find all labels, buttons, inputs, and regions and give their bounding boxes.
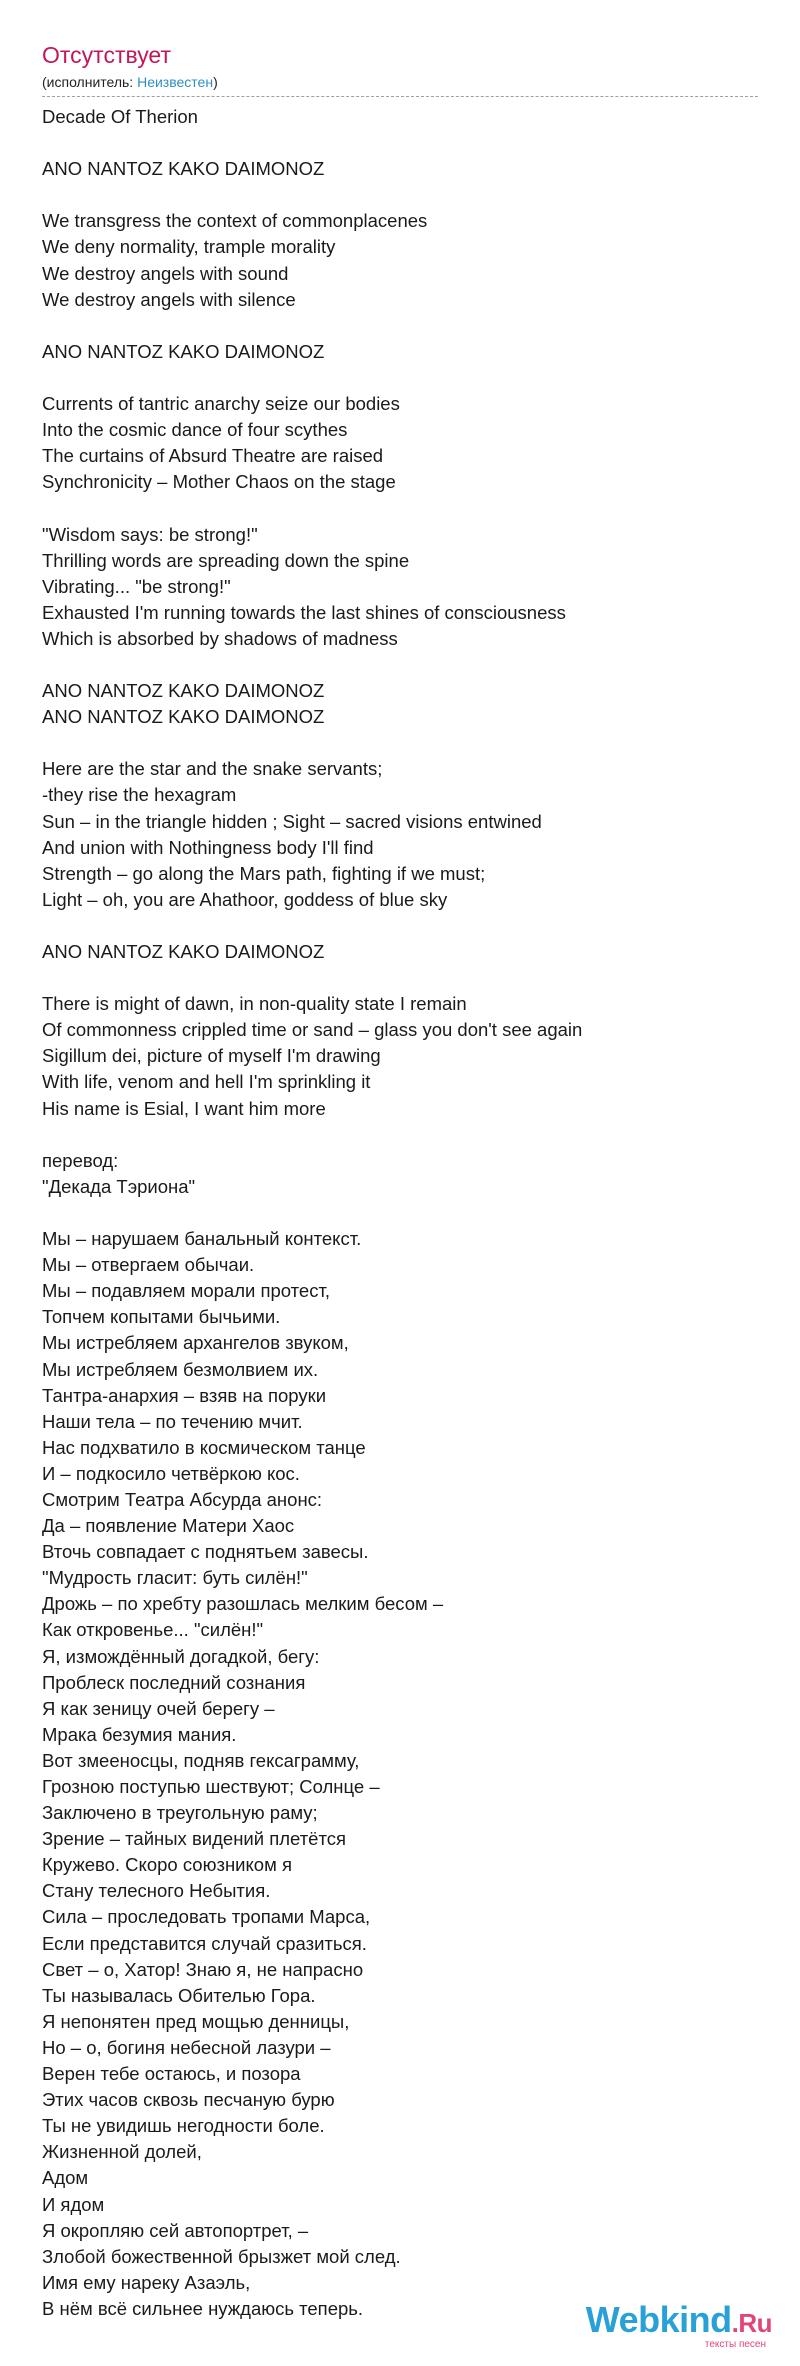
lyric-line: Exhausted I'm running towards the last shines of consciousness bbox=[42, 601, 566, 623]
lyric-line: Ты называлась Обителью Гора. bbox=[42, 1984, 316, 2006]
lyric-line: Свет – о, Хатор! Знаю я, не напрасно bbox=[42, 1958, 364, 1980]
logo-part-kind: kind bbox=[659, 2299, 732, 2340]
lyric-line: Sun – in the triangle hidden ; Sight – sacred visions entwined bbox=[42, 810, 542, 832]
lyric-line: Дрожь – по хребту разошлась мелким бесом – bbox=[42, 1593, 444, 1615]
lyric-line: There is might of dawn, in non-quality state I remain bbox=[42, 993, 467, 1015]
lyric-line: We transgress the context of commonplacenes bbox=[42, 210, 428, 232]
lyric-line: Ты не увидишь негодности боле. bbox=[42, 2115, 325, 2137]
lyric-line: В нём всё сильнее нуждаюсь теперь. bbox=[42, 2297, 364, 2319]
lyric-line: Злобой божественной брызжет мой след. bbox=[42, 2245, 401, 2267]
lyric-line: Мрака безумия мания. bbox=[42, 1723, 237, 1745]
lyric-line: The curtains of Absurd Theatre are raised bbox=[42, 445, 384, 467]
lyric-line: His name is Esial, I want him more bbox=[42, 1097, 326, 1119]
lyric-line: И – подкосило четвёркою кос. bbox=[42, 1462, 300, 1484]
logo-tagline: тексты песен bbox=[704, 2339, 766, 2350]
song-header bbox=[42, 40, 758, 92]
lyric-line: Этих часов сквозь песчаную бурю bbox=[42, 2089, 335, 2111]
lyric-line: Смотрим Театра Абсурда анонс: bbox=[42, 1488, 323, 1510]
lyric-line: ANO NANTOZ KAKO DAIMONOZ bbox=[42, 706, 325, 728]
lyric-line bbox=[42, 495, 758, 521]
lyric-line: Which is absorbed by shadows of madness bbox=[42, 627, 398, 649]
logo-part-web: Web bbox=[585, 2299, 660, 2340]
logo-part-ru: .Ru bbox=[731, 2308, 772, 2338]
lyric-line bbox=[42, 313, 758, 339]
lyric-line: Нас подхватило в космическом танце bbox=[42, 1436, 366, 1458]
lyric-line: ANO NANTOZ KAKO DAIMONOZ bbox=[42, 680, 325, 702]
lyric-line bbox=[42, 365, 758, 391]
webkind-logo[interactable] bbox=[572, 2300, 772, 2350]
lyric-line: Вот змееносцы, подняв гексаграмму, bbox=[42, 1749, 360, 1771]
lyric-line bbox=[42, 730, 758, 756]
lyric-line: Если представится случай сразиться. bbox=[42, 1932, 367, 1954]
lyric-line: Как откровенье... "силён!" bbox=[42, 1619, 264, 1641]
lyric-line: Но – о, богиня небесной лазури – bbox=[42, 2036, 331, 2058]
lyric-line bbox=[42, 1200, 758, 1226]
lyric-line: Грозною поступью шествуют; Солнце – bbox=[42, 1776, 380, 1797]
lyric-line: Мы – нарушаем банальный контекст. bbox=[42, 1228, 362, 1250]
lyric-line bbox=[42, 965, 758, 991]
lyric-line: Strength – go along the Mars path, fighting if we must; bbox=[42, 862, 486, 884]
lyric-line: Стану телесного Небытия. bbox=[42, 1880, 271, 1902]
lyric-line: ANO NANTOZ KAKO DAIMONOZ bbox=[42, 941, 325, 962]
lyric-line: И ядом bbox=[42, 2193, 105, 2215]
lyric-line: Vibrating... "be strong!" bbox=[42, 575, 231, 597]
lyric-line: We destroy angels with silence bbox=[42, 288, 296, 310]
logo-wordmark bbox=[572, 2300, 772, 2343]
lyric-line: We destroy angels with sound bbox=[42, 262, 289, 284]
lyric-line bbox=[42, 182, 758, 208]
artist-link[interactable]: Неизвестен bbox=[137, 74, 214, 90]
lyric-line: Мы – подавляем морали протест, bbox=[42, 1280, 331, 1302]
lyric-line: Thrilling words are spreading down the spine bbox=[42, 549, 410, 571]
lyric-line: Проблеск последний сознания bbox=[42, 1671, 306, 1693]
lyric-line: "Wisdom says: be strong!" bbox=[42, 523, 258, 545]
lyric-line bbox=[42, 652, 758, 678]
lyric-line: Мы истребляем безмолвием их. bbox=[42, 1358, 319, 1380]
lyric-line: Мы – отвергаем обычаи. bbox=[42, 1254, 255, 1276]
lyric-line: Кружево. Скоро союзником я bbox=[42, 1854, 292, 1876]
lyric-line: Сила – проследовать тропами Марса, bbox=[42, 1906, 371, 1928]
lyric-line: Да – появление Матери Хаос bbox=[42, 1515, 295, 1537]
lyric-line: Я окропляю сей автопортрет, – bbox=[42, 2219, 309, 2241]
lyric-line: And union with Nothingness body I'll find bbox=[42, 836, 374, 858]
lyric-line: -they rise the hexagram bbox=[42, 784, 237, 806]
lyric-line: Топчем копытами бычьими. bbox=[42, 1306, 281, 1328]
lyric-line bbox=[42, 913, 758, 939]
lyric-line: Тантра-анархия – взяв на поруки bbox=[42, 1384, 327, 1406]
lyric-line: With life, venom and hell I'm sprinkling it bbox=[42, 1071, 371, 1093]
lyric-line: Зрение – тайных видений плетётся bbox=[42, 1828, 347, 1850]
lyric-line: We deny normality, trample morality bbox=[42, 236, 336, 258]
lyric-line: перевод: bbox=[42, 1149, 119, 1171]
artist-prefix: (исполнитель: bbox=[42, 74, 138, 90]
header-divider bbox=[42, 96, 758, 97]
lyric-line: Я, измождённый догадкой, бегу: bbox=[42, 1645, 320, 1667]
lyrics-text bbox=[42, 104, 758, 2322]
song-title: Отсутствует bbox=[42, 42, 171, 68]
lyric-line: Заключено в треугольную раму; bbox=[42, 1802, 318, 1824]
artist-line bbox=[42, 72, 758, 92]
lyric-line: Я как зеницу очей берегу – bbox=[42, 1697, 275, 1719]
lyric-line: Into the cosmic dance of four scythes bbox=[42, 419, 348, 441]
lyric-line: Наши тела – по течению мчит. bbox=[42, 1410, 303, 1432]
lyric-line: Synchronicity – Mother Chaos on the stage bbox=[42, 471, 396, 493]
lyric-line: Light – oh, you are Ahathoor, goddess of blue sky bbox=[42, 888, 448, 910]
lyric-line: Верен тебе остаюсь, и позора bbox=[42, 2063, 301, 2085]
lyric-line: Я непонятен пред мощью денницы, bbox=[42, 2010, 350, 2032]
lyric-line: Currents of tantric anarchy seize our bodies bbox=[42, 393, 400, 415]
lyric-line: Мы истребляем архангелов звуком, bbox=[42, 1332, 349, 1354]
lyric-line: ANO NANTOZ KAKO DAIMONOZ bbox=[42, 158, 325, 180]
artist-suffix: ) bbox=[213, 74, 218, 90]
lyric-line: Sigillum dei, picture of myself I'm drawing bbox=[42, 1045, 381, 1067]
lyric-line bbox=[42, 1122, 758, 1148]
lyric-line: ANO NANTOZ KAKO DAIMONOZ bbox=[42, 340, 325, 362]
lyric-line: Адом bbox=[42, 2167, 89, 2189]
lyric-line: "Мудрость гласит: буть силён!" bbox=[42, 1567, 308, 1589]
lyric-line: "Декада Тэриона" bbox=[42, 1175, 196, 1197]
lyric-line: Decade Of Therion bbox=[42, 106, 198, 127]
lyric-line: Вточь совпадает с поднятьем завесы. bbox=[42, 1541, 369, 1563]
lyric-line: Имя ему нареку Азаэль, bbox=[42, 2271, 251, 2293]
lyric-line: Of commonness crippled time or sand – glass you don't see again bbox=[42, 1019, 583, 1041]
lyric-line bbox=[42, 130, 758, 156]
lyric-line: Жизненной долей, bbox=[42, 2141, 202, 2163]
lyric-line: Here are the star and the snake servants; bbox=[42, 758, 383, 780]
